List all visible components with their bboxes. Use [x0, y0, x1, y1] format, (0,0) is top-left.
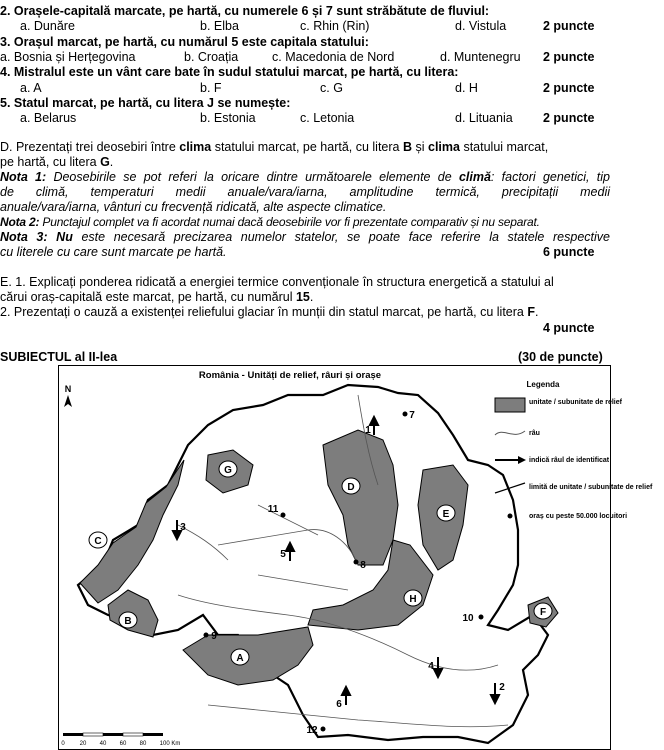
points-label: 2 puncte	[543, 111, 595, 125]
question-3-options	[0, 50, 610, 65]
section-d-line-2: pe hartă, cu litera G.	[0, 155, 114, 169]
nota-1-line-2: de climă, temperaturi medii anuale/vara/iarna, amplitudine termică, precipitații medii	[0, 185, 610, 199]
section-e-line-3: 2. Prezentați o cauză a existenței reliefului glaciar în munții din statul marcat, pe hartă, cu litera F.	[0, 305, 539, 319]
option: a. Bosnia și Herțegovina	[0, 50, 136, 64]
svg-text:80: 80	[139, 741, 147, 747]
map-number-11: 11	[267, 504, 279, 515]
map-number-6: 6	[336, 699, 342, 710]
option: b. F	[200, 81, 222, 95]
nota-3-line-2: cu literele cu care sunt marcate pe hartă.	[0, 245, 227, 259]
legend-title: Legenda	[526, 380, 560, 389]
section-d-points	[0, 245, 610, 260]
option: b. Estonia	[200, 111, 256, 125]
svg-text:F: F	[539, 607, 547, 618]
question-2-options	[0, 19, 610, 34]
points-label: 4 puncte	[543, 321, 595, 335]
legend-item-limit: limită de unitate / subunitate de relief	[529, 484, 653, 491]
map-letter-d	[342, 478, 360, 494]
city-dot-10	[479, 615, 484, 620]
section-e-line-1: E. 1. Explicați ponderea ridicată a energiei termice convenționale în structura energetică a statului al	[0, 275, 554, 289]
city-dot-11	[281, 513, 286, 518]
svg-text:C: C	[94, 536, 102, 547]
option: a. A	[20, 81, 42, 95]
section-e-line-2: cărui oraș-capitală este marcat, pe hartă, cu numărul 15.	[0, 290, 314, 304]
legend-item-river: râu	[529, 430, 540, 437]
option: c. G	[320, 81, 343, 95]
svg-text:G: G	[224, 465, 232, 476]
map-title: România - Unități de relief, râuri și orașe	[198, 370, 382, 381]
question-4-options	[0, 81, 610, 96]
question-5: 5. Statul marcat, pe hartă, cu litera J se numește:	[0, 96, 291, 110]
nota-1-line-3: anuale/vara/iarna, vânturi cu frecvență ridicată, alte aspecte climatice.	[0, 200, 387, 214]
map-number-10: 10	[462, 613, 474, 624]
svg-text:E: E	[442, 509, 450, 520]
svg-text:20: 20	[79, 741, 87, 747]
map-number-5: 5	[280, 549, 286, 560]
legend-item-city: oraș cu peste 50.000 locuitori	[529, 513, 628, 520]
svg-text:100 Km: 100 Km	[159, 741, 181, 747]
option: c. Rhin (Rin)	[300, 19, 370, 33]
city-dot-9	[204, 633, 209, 638]
city-dot-7	[403, 412, 408, 417]
map-number-8: 8	[360, 560, 366, 571]
map-letter-b	[119, 612, 137, 628]
legend-item-arrow: indică râul de identificat	[529, 457, 610, 464]
svg-text:B: B	[124, 616, 132, 627]
option: c. Letonia	[300, 111, 355, 125]
points-label: 2 puncte	[543, 81, 595, 95]
option: a. Belarus	[20, 111, 77, 125]
subiect-points: (30 de puncte)	[518, 350, 603, 364]
svg-text:60: 60	[119, 741, 127, 747]
subiect-heading	[0, 350, 612, 365]
svg-text:A: A	[236, 653, 244, 664]
subiect-title: SUBIECTUL al II-lea	[0, 350, 118, 364]
section-d-line-1: D. Prezentați trei deosebiri între clima statului marcat, pe hartă, cu litera B și clima statului marcat,	[0, 140, 549, 154]
map-number-2: 2	[499, 682, 505, 693]
option: d. Lituania	[455, 111, 513, 125]
points-label: 6 puncte	[543, 245, 595, 259]
points-label: 2 puncte	[543, 50, 595, 64]
question-5-options	[0, 111, 610, 126]
option: c. Macedonia de Nord	[272, 50, 395, 64]
nota-1: Nota 1: Deosebirile se pot referi la oricare dintre următoarele elemente de climă: factori genetici, tip	[0, 170, 610, 184]
svg-text:D: D	[347, 482, 355, 493]
map-number-7: 7	[409, 410, 415, 421]
option: d. Vistula	[455, 19, 507, 33]
map-number-9: 9	[211, 631, 217, 642]
question-2: 2. Orașele-capitală marcate, pe hartă, cu numerele 6 și 7 sunt străbătute de fluviul:	[0, 4, 490, 18]
map-letter-g	[219, 461, 237, 477]
question-4: 4. Mistralul este un vânt care bate în sudul statului marcat, pe hartă, cu litera:	[0, 65, 459, 79]
option: a. Dunăre	[20, 19, 75, 33]
points-label: 2 puncte	[543, 19, 595, 33]
option: d. H	[455, 81, 478, 95]
option: b. Croația	[184, 50, 239, 64]
city-dot-8	[354, 560, 359, 565]
svg-text:H: H	[409, 594, 417, 605]
map-letter-c	[89, 532, 107, 548]
map-number-3: 3	[180, 522, 186, 533]
map-number-1: 1	[365, 425, 371, 436]
option: d. Muntenegru	[440, 50, 521, 64]
question-3: 3. Orașul marcat, pe hartă, cu numărul 5 este capitala statului:	[0, 35, 369, 49]
nota-3: Nota 3: Nu este necesară precizarea numelor statelor, se poate face referire la statele respective	[0, 230, 610, 244]
city-dot-12	[321, 727, 326, 732]
romania-relief-map	[58, 365, 653, 750]
option: b. Elba	[200, 19, 239, 33]
legend-item-relief: unitate / subunitate de relief	[529, 399, 622, 406]
north-label: N	[64, 384, 72, 394]
map-letter-h	[404, 590, 422, 606]
svg-text:0: 0	[61, 741, 65, 747]
svg-text:40: 40	[99, 741, 107, 747]
map-number-4: 4	[428, 661, 434, 672]
map-letter-e	[437, 505, 455, 521]
map-letter-f	[534, 603, 552, 619]
nota-2: Nota 2: Punctajul complet va fi acordat numai dacă deosebirile vor fi prezentate comparativ și nu separat.	[0, 215, 540, 229]
section-e-points	[0, 321, 610, 336]
map-letter-a	[231, 649, 249, 665]
map-number-12: 12	[306, 725, 318, 736]
